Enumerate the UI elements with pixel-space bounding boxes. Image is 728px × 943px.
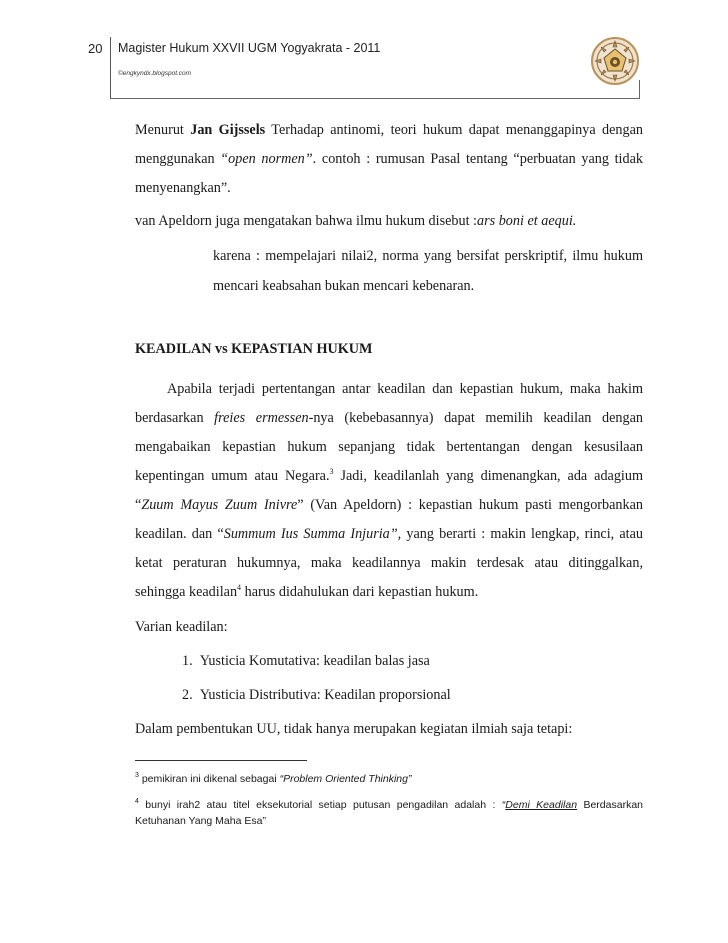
paragraph-4-line-5: “Zuum Mayus Zuum Inivre” (Van Apeldorn) : kepastian hukum pasti mengorbankan [135,497,643,513]
paragraph-4-line-7: ketat peraturan hukumnya, maka keadilannya makin terdesak atau ditinggalkan, [135,555,643,571]
list-item: 1. Yusticia Komutativa: keadilan balas jasa [182,653,430,669]
footnote-4-line-1: $^4$ bunyi irah2 atau titel eksekutorial setiap putusan pengadilan adalah : “Demi Keadilan Berdasarkan [135,798,643,811]
paragraph-4-line-1: Apabila terjadi pertentangan antar keadilan dan kepastian hukum, maka hakim [167,381,643,397]
footnote-separator [135,760,307,761]
header-divider-horizontal [110,98,640,99]
footnote-ref-3: 3 [329,467,334,476]
paragraph-5: Dalam pembentukan UU, tidak hanya merupakan kegiatan ilmiah saja tetapi: [135,721,573,737]
page-number: 20 [88,41,103,56]
paragraph-4-line-4: kepentingan umum atau Negara.$^3$ Jadi, keadilanlah yang dimenangkan, ada adagium [135,467,644,484]
paragraph-1-line-1: Menurut Jan Gijssels Terhadap antinomi, teori hukum dapat menanggapinya dengan [135,122,643,138]
paragraph-4-line-6: keadilan. dan “Summum Ius Summa Injuria”, yang berarti : makin lengkap, rinci, atau [135,526,643,542]
paragraph-3-line-1: karena : mempelajari nilai2, norma yang bersifat perskriptif, ilmu hukum [213,248,643,264]
section-heading: KEADILAN vs KEPASTIAN HUKUM [135,341,373,357]
header-title: Magister Hukum XXVII UGM Yogyakrata - 2011 [118,41,381,55]
list-item: 2. Yusticia Distributiva: Keadilan proporsional [182,687,451,703]
ugm-seal-icon [590,36,640,86]
varian-label: Varian keadilan: [135,619,228,635]
paragraph-3-line-2: mencari keabsahan bukan mencari kebenaran. [213,278,475,294]
header-subtitle: ©engkyndx.blogspot.com [118,70,192,77]
paragraph-4-line-8: sehingga keadilan$^4$ harus didahulukan dari kepastian hukum. [135,583,479,600]
paragraph-2: van Apeldorn juga mengatakan bahwa ilmu hukum disebut :ars boni et aequi. [135,213,577,229]
header-divider-vertical [110,37,111,99]
footnote-4-line-2: Ketuhanan Yang Maha Esa” [135,815,266,827]
paragraph-1-line-2: menggunakan “open normen”. contoh : rumusan Pasal tentang “perbuatan yang tidak [135,151,643,167]
paragraph-1-line-3: menyenangkan”. [135,180,231,196]
paragraph-4-line-3: mengabaikan kepastian hukum sepanjang tidak bertentangan dengan kesusilaan [135,439,643,455]
footnote-ref-4: 4 [237,583,242,592]
footnote-3: $^3$ pemikiran ini dikenal sebagai “Problem Oriented Thinking” [135,772,412,785]
paragraph-4-line-2: berdasarkan freies ermessen-nya (kebebasannya) dapat memilih keadilan dengan [135,410,643,426]
